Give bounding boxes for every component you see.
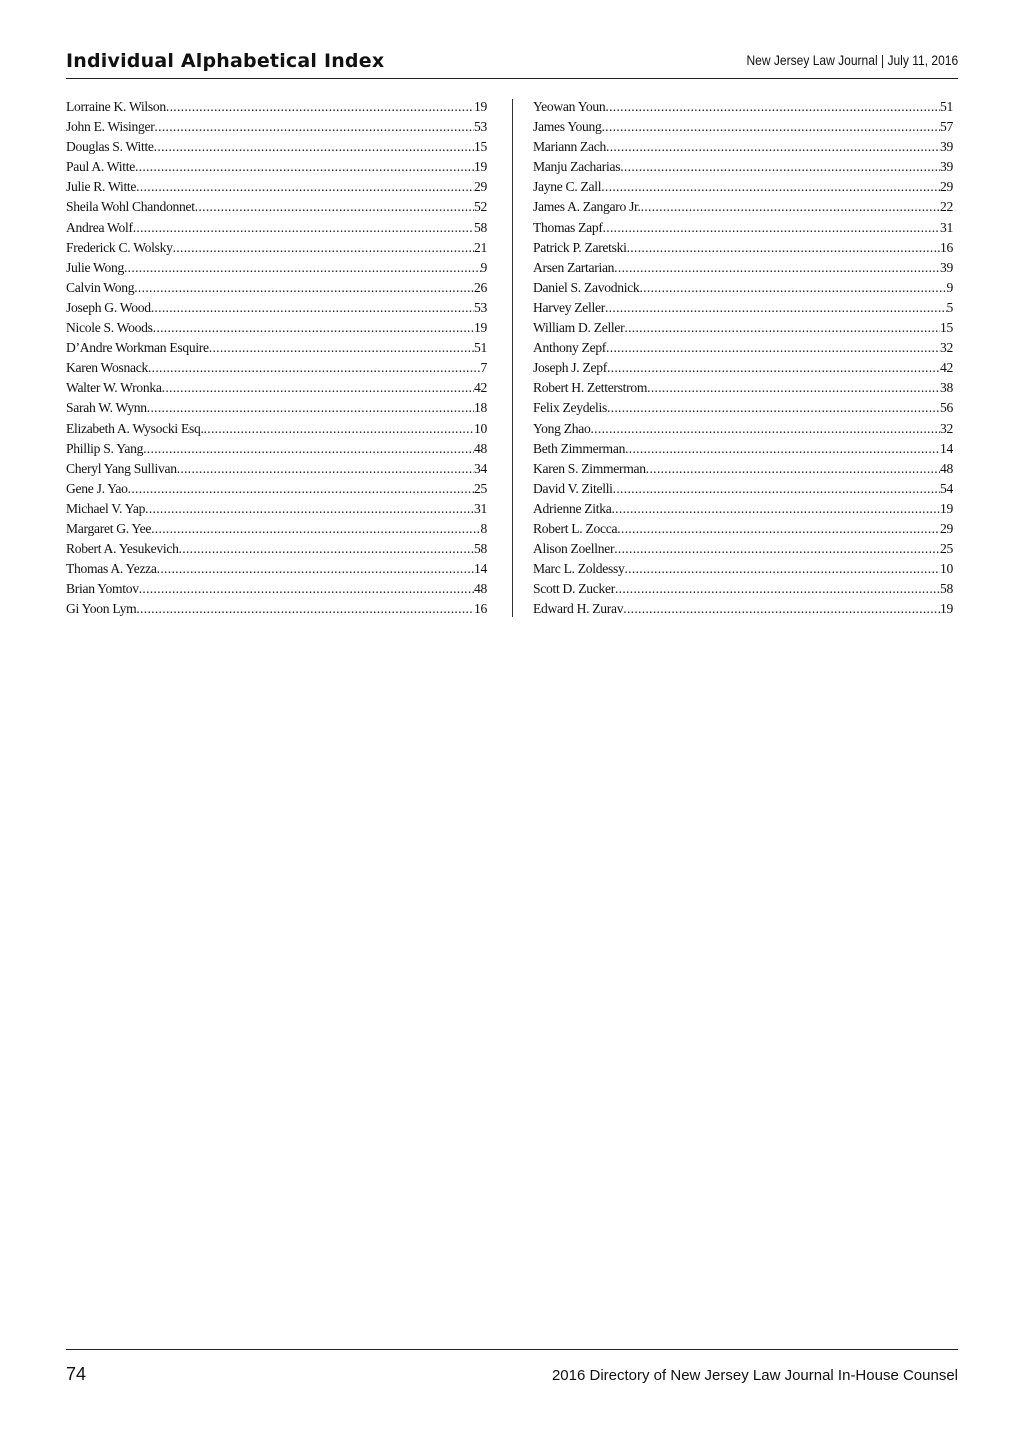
dot-leader bbox=[154, 137, 474, 157]
dot-leader bbox=[143, 439, 474, 459]
entry-page-number: 10 bbox=[940, 561, 953, 577]
index-entry bbox=[66, 298, 487, 318]
entry-name: Robert H. Zetterstrom bbox=[533, 380, 648, 396]
index-entry bbox=[66, 117, 487, 137]
entry-name: Arsen Zartarian bbox=[533, 259, 615, 275]
index-entry bbox=[533, 318, 953, 338]
entry-page-number: 32 bbox=[940, 420, 953, 436]
entry-page-number: 25 bbox=[474, 480, 487, 496]
entry-name: D’Andre Workman Esquire bbox=[66, 340, 209, 356]
entry-name: Harvey Zeller bbox=[533, 299, 605, 315]
entry-name: James Young bbox=[533, 119, 602, 135]
entry-name: Edward H. Zurav bbox=[533, 601, 624, 617]
entry-page-number: 29 bbox=[474, 179, 487, 195]
entry-name: Douglas S. Witte bbox=[66, 139, 154, 155]
entry-page-number: 15 bbox=[940, 320, 953, 336]
entry-page-number: 5 bbox=[946, 299, 953, 315]
index-entry bbox=[66, 539, 487, 559]
entry-page-number: 58 bbox=[940, 581, 953, 597]
entry-page-number: 58 bbox=[474, 541, 487, 557]
dot-leader bbox=[639, 278, 946, 298]
dot-leader bbox=[179, 539, 474, 559]
entry-name: Brian Yomtov bbox=[66, 581, 139, 597]
entry-page-number: 48 bbox=[474, 581, 487, 597]
entry-page-number: 7 bbox=[480, 360, 487, 376]
dot-leader bbox=[590, 419, 940, 439]
entry-page-number: 42 bbox=[940, 360, 953, 376]
entry-name: Margaret G. Yee bbox=[66, 520, 152, 536]
entry-page-number: 39 bbox=[940, 259, 953, 275]
index-entry bbox=[533, 579, 953, 599]
dot-leader bbox=[154, 117, 474, 137]
index-entry bbox=[66, 218, 487, 238]
footer-page-number: 74 bbox=[66, 1364, 87, 1384]
entry-page-number: 31 bbox=[940, 219, 953, 235]
entry-page-number: 10 bbox=[474, 420, 487, 436]
entry-name: Walter W. Wronka bbox=[66, 380, 162, 396]
index-entry bbox=[533, 238, 953, 258]
index-entry bbox=[533, 177, 953, 197]
entry-page-number: 16 bbox=[940, 239, 953, 255]
entry-name: Yong Zhao bbox=[533, 420, 591, 436]
dot-leader bbox=[209, 338, 474, 358]
dot-leader bbox=[162, 378, 474, 398]
entry-page-number: 9 bbox=[480, 259, 487, 275]
entry-name: Marc L. Zoldessy bbox=[533, 561, 625, 577]
entry-name: Phillip S. Yang bbox=[66, 440, 144, 456]
index-entry bbox=[533, 137, 953, 157]
index-entry bbox=[533, 117, 953, 137]
index-entry bbox=[66, 419, 487, 439]
dot-leader bbox=[134, 278, 474, 298]
footer-rule bbox=[66, 1349, 958, 1350]
index-entry bbox=[66, 459, 487, 479]
entry-page-number: 14 bbox=[474, 561, 487, 577]
index-entry bbox=[66, 599, 487, 619]
dot-leader bbox=[601, 117, 940, 137]
index-entry bbox=[66, 499, 487, 519]
index-column-right bbox=[533, 97, 953, 619]
dot-leader bbox=[611, 499, 940, 519]
entry-name: Julie Wong bbox=[66, 259, 124, 275]
entry-name: Joseph J. Zepf bbox=[533, 360, 607, 376]
entry-page-number: 21 bbox=[474, 239, 487, 255]
entry-name: Scott D. Zucker bbox=[533, 581, 615, 597]
index-entry bbox=[533, 419, 953, 439]
dot-leader bbox=[124, 258, 481, 278]
entry-page-number: 57 bbox=[940, 119, 953, 135]
entry-page-number: 19 bbox=[474, 159, 487, 175]
entry-page-number: 48 bbox=[940, 460, 953, 476]
dot-leader bbox=[615, 579, 940, 599]
dot-leader bbox=[625, 439, 940, 459]
dot-leader bbox=[607, 358, 940, 378]
index-entry bbox=[533, 157, 953, 177]
entry-page-number: 18 bbox=[474, 400, 487, 416]
entry-name: Karen Wosnack bbox=[66, 360, 148, 376]
entry-name: Andrea Wolf bbox=[66, 219, 133, 235]
index-entry bbox=[533, 459, 953, 479]
dot-leader bbox=[139, 579, 474, 599]
footer-publication: 2016 Directory of New Jersey Law Journal In-House Counsel bbox=[551, 1367, 958, 1384]
entry-name: Cheryl Yang Sullivan bbox=[66, 460, 177, 476]
entry-page-number: 9 bbox=[946, 279, 953, 295]
index-entry bbox=[533, 197, 953, 217]
entry-name: Alison Zoellner bbox=[533, 541, 615, 557]
index-entry bbox=[533, 499, 953, 519]
index-entry bbox=[533, 539, 953, 559]
entry-name: Calvin Wong bbox=[66, 279, 135, 295]
entry-page-number: 16 bbox=[474, 601, 487, 617]
entry-name: Patrick P. Zaretski bbox=[533, 239, 627, 255]
index-entry bbox=[533, 97, 953, 117]
entry-page-number: 15 bbox=[474, 139, 487, 155]
entry-page-number: 29 bbox=[940, 179, 953, 195]
entry-page-number: 14 bbox=[940, 440, 953, 456]
dot-leader bbox=[128, 479, 474, 499]
entry-page-number: 32 bbox=[940, 340, 953, 356]
index-entry bbox=[66, 278, 487, 298]
entry-name: Robert L. Zocca bbox=[533, 520, 618, 536]
entry-page-number: 53 bbox=[474, 299, 487, 315]
dot-leader bbox=[606, 338, 940, 358]
index-entry bbox=[533, 519, 953, 539]
dot-leader bbox=[204, 419, 474, 439]
dot-leader bbox=[605, 298, 947, 318]
index-title: Individual Alphabetical Index bbox=[66, 50, 385, 72]
index-entry bbox=[533, 298, 953, 318]
entry-page-number: 39 bbox=[940, 139, 953, 155]
entry-page-number: 26 bbox=[474, 279, 487, 295]
dot-leader bbox=[623, 599, 940, 619]
index-entry bbox=[533, 358, 953, 378]
header-publication: New Jersey Law Journal | July 11, 2016 bbox=[746, 52, 958, 68]
index-entry bbox=[66, 559, 487, 579]
dot-leader bbox=[620, 157, 940, 177]
dot-leader bbox=[627, 238, 940, 258]
entry-name: Gi Yoon Lym bbox=[66, 601, 137, 617]
entry-name: Sheila Wohl Chandonnet bbox=[66, 199, 195, 215]
entry-name: Jayne C. Zall bbox=[533, 179, 602, 195]
entry-name: James A. Zangaro Jr. bbox=[533, 199, 641, 215]
entry-name: Mariann Zach bbox=[533, 139, 607, 155]
dot-leader bbox=[151, 298, 474, 318]
entry-page-number: 58 bbox=[474, 219, 487, 235]
entry-name: Lorraine K. Wilson bbox=[66, 99, 166, 114]
index-column-left bbox=[66, 97, 487, 619]
entry-name: Julie R. Witte bbox=[66, 179, 137, 195]
dot-leader bbox=[157, 559, 474, 579]
entry-page-number: 54 bbox=[940, 480, 953, 496]
dot-leader bbox=[606, 137, 940, 157]
entry-name: Manju Zacharias bbox=[533, 159, 621, 175]
entry-page-number: 8 bbox=[480, 520, 487, 536]
entry-page-number: 19 bbox=[940, 601, 953, 617]
entry-page-number: 53 bbox=[474, 119, 487, 135]
index-entry bbox=[66, 439, 487, 459]
entry-name: Paul A. Witte bbox=[66, 159, 135, 175]
index-entry bbox=[66, 177, 487, 197]
dot-leader bbox=[173, 238, 474, 258]
entry-page-number: 48 bbox=[474, 440, 487, 456]
index-entry bbox=[533, 599, 953, 619]
entry-page-number: 39 bbox=[940, 159, 953, 175]
dot-leader bbox=[601, 177, 940, 197]
entry-name: John E. Wisinger bbox=[66, 119, 155, 135]
dot-leader bbox=[605, 97, 940, 117]
index-entry bbox=[533, 218, 953, 238]
entry-name: Beth Zimmerman bbox=[533, 440, 626, 456]
entry-name: Nicole S. Woods bbox=[66, 320, 153, 336]
index-entry bbox=[533, 439, 953, 459]
entry-page-number: 19 bbox=[474, 99, 487, 114]
column-divider bbox=[512, 99, 513, 617]
index-entry bbox=[66, 519, 487, 539]
index-entry bbox=[66, 197, 487, 217]
dot-leader bbox=[151, 519, 480, 539]
entry-name: Adrienne Zitka bbox=[533, 500, 612, 516]
index-entry bbox=[66, 97, 487, 117]
index-entry bbox=[533, 338, 953, 358]
entry-name: Gene J. Yao bbox=[66, 480, 128, 496]
index-entry bbox=[533, 398, 953, 418]
dot-leader bbox=[617, 519, 940, 539]
dot-leader bbox=[647, 378, 940, 398]
index-entry bbox=[66, 238, 487, 258]
dot-leader bbox=[607, 398, 940, 418]
entry-name: Frederick C. Wolsky bbox=[66, 239, 173, 255]
dot-leader bbox=[136, 599, 474, 619]
dot-leader bbox=[148, 358, 481, 378]
entry-name: Thomas A. Yezza bbox=[66, 561, 157, 577]
entry-page-number: 51 bbox=[940, 99, 953, 114]
entry-name: William D. Zeller bbox=[533, 320, 625, 336]
dot-leader bbox=[133, 218, 474, 238]
dot-leader bbox=[153, 318, 474, 338]
dot-leader bbox=[145, 499, 474, 519]
dot-leader bbox=[613, 479, 940, 499]
dot-leader bbox=[195, 197, 474, 217]
dot-leader bbox=[177, 459, 474, 479]
entry-page-number: 34 bbox=[474, 460, 487, 476]
entry-page-number: 42 bbox=[474, 380, 487, 396]
dot-leader bbox=[624, 318, 940, 338]
index-entry bbox=[66, 318, 487, 338]
index-entry bbox=[66, 338, 487, 358]
entry-page-number: 22 bbox=[940, 199, 953, 215]
entry-name: Anthony Zepf bbox=[533, 340, 607, 356]
entry-name: Sarah W. Wynn bbox=[66, 400, 147, 416]
entry-name: Thomas Zapf bbox=[533, 219, 603, 235]
entry-page-number: 52 bbox=[474, 199, 487, 215]
entry-name: Robert A. Yesukevich bbox=[66, 541, 179, 557]
entry-name: Elizabeth A. Wysocki Esq. bbox=[66, 420, 204, 436]
index-entry bbox=[533, 258, 953, 278]
index-entry bbox=[66, 137, 487, 157]
dot-leader bbox=[614, 539, 940, 559]
index-entry bbox=[533, 278, 953, 298]
dot-leader bbox=[603, 218, 940, 238]
entry-page-number: 19 bbox=[474, 320, 487, 336]
page-header bbox=[66, 46, 958, 79]
index-entry bbox=[66, 378, 487, 398]
index-entry bbox=[533, 378, 953, 398]
dot-leader bbox=[136, 177, 474, 197]
entry-name: Karen S. Zimmerman bbox=[533, 460, 646, 476]
entry-page-number: 51 bbox=[474, 340, 487, 356]
dot-leader bbox=[166, 97, 474, 117]
entry-name: Yeowan Youn bbox=[533, 99, 606, 114]
dot-leader bbox=[614, 258, 940, 278]
entry-page-number: 31 bbox=[474, 500, 487, 516]
entry-page-number: 29 bbox=[940, 520, 953, 536]
index-entry bbox=[533, 479, 953, 499]
index-entry bbox=[533, 559, 953, 579]
index-entry bbox=[66, 258, 487, 278]
index-entry bbox=[66, 479, 487, 499]
index-entry bbox=[66, 358, 487, 378]
dot-leader bbox=[147, 398, 474, 418]
dot-leader bbox=[135, 157, 474, 177]
dot-leader bbox=[641, 197, 940, 217]
entry-name: David V. Zitelli bbox=[533, 480, 613, 496]
index-entry bbox=[66, 398, 487, 418]
entry-page-number: 19 bbox=[940, 500, 953, 516]
dot-leader bbox=[646, 459, 940, 479]
entry-name: Joseph G. Wood bbox=[66, 299, 151, 315]
entry-name: Daniel S. Zavodnick bbox=[533, 279, 640, 295]
entry-page-number: 56 bbox=[940, 400, 953, 416]
entry-page-number: 38 bbox=[940, 380, 953, 396]
dot-leader bbox=[624, 559, 940, 579]
index-entry bbox=[66, 157, 487, 177]
entry-name: Felix Zeydelis bbox=[533, 400, 607, 416]
entry-name: Michael V. Yap bbox=[66, 500, 146, 516]
entry-page-number: 25 bbox=[940, 541, 953, 557]
index-entry bbox=[66, 579, 487, 599]
